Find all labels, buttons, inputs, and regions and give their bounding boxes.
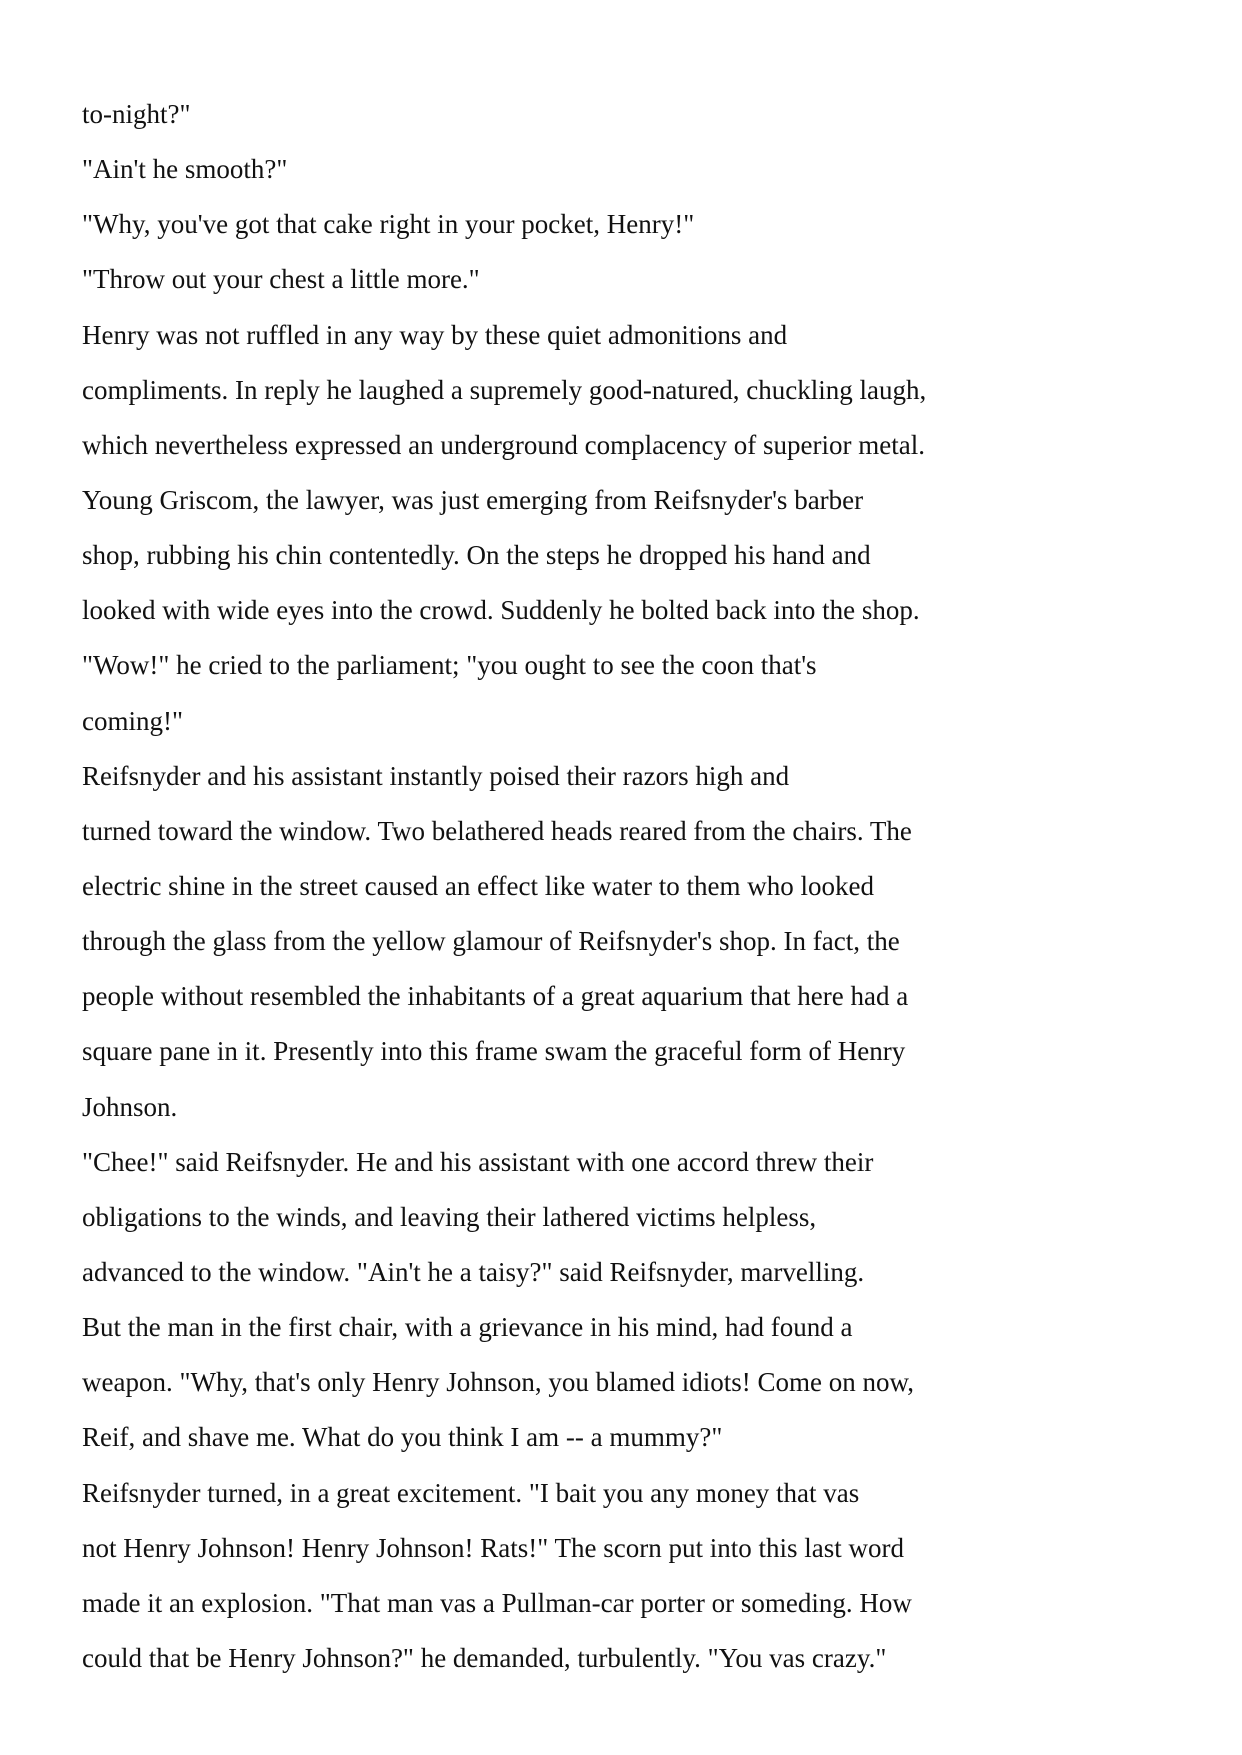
text-line: shop, rubbing his chin contentedly. On the steps he dropped his hand and	[82, 540, 871, 571]
text-line: looked with wide eyes into the crowd. Suddenly he bolted back into the shop.	[82, 595, 920, 626]
text-line: "Ain't he smooth?"	[82, 154, 288, 185]
text-line: Reifsnyder turned, in a great excitement. "I bait you any money that vas	[82, 1477, 860, 1508]
text-line: "Chee!" said Reifsnyder. He and his assistant with one accord threw their	[82, 1146, 874, 1177]
text-line: obligations to the winds, and leaving their lathered victims helpless,	[82, 1201, 817, 1232]
text-line: people without resembled the inhabitants of a great aquarium that here had a	[82, 981, 909, 1012]
text-line: Reif, and shave me. What do you think I am -- a mummy?"	[82, 1422, 723, 1453]
text-line: "Why, you've got that cake right in your pocket, Henry!"	[82, 209, 695, 240]
text-line: through the glass from the yellow glamour of Reifsnyder's shop. In fact, the	[82, 926, 900, 957]
text-line: weapon. "Why, that's only Henry Johnson, you blamed idiots! Come on now,	[82, 1367, 915, 1398]
text-line: electric shine in the street caused an effect like water to them who looked	[82, 870, 874, 901]
text-line: not Henry Johnson! Henry Johnson! Rats!" The scorn put into this last word	[82, 1532, 904, 1563]
text-line: compliments. In reply he laughed a supremely good-natured, chuckling laugh,	[82, 374, 927, 405]
text-line: which nevertheless expressed an underground complacency of superior metal.	[82, 429, 925, 460]
text-line: made it an explosion. "That man vas a Pullman-car porter or someding. How	[82, 1587, 912, 1618]
text-line: But the man in the first chair, with a grievance in his mind, had found a	[82, 1312, 853, 1343]
text-line: turned toward the window. Two belathered heads reared from the chairs. The	[82, 815, 912, 846]
text-line: square pane in it. Presently into this frame swam the graceful form of Henry	[82, 1036, 906, 1067]
text-line: "Throw out your chest a little more."	[82, 264, 480, 295]
text-line: Johnson.	[82, 1091, 178, 1122]
body-text	[82, 87, 1182, 1686]
text-line: Henry was not ruffled in any way by these quiet admonitions and	[82, 319, 788, 350]
text-line: Reifsnyder and his assistant instantly poised their razors high and	[82, 760, 790, 791]
text-line: to-night?"	[82, 99, 191, 129]
text-line: "Wow!" he cried to the parliament; "you ought to see the coon that's	[82, 650, 817, 681]
text-line: coming!"	[82, 705, 183, 736]
text-line: Young Griscom, the lawyer, was just emerging from Reifsnyder's barber	[82, 484, 864, 515]
text-line: could that be Henry Johnson?" he demanded, turbulently. "You vas crazy."	[82, 1642, 887, 1673]
text-line: advanced to the window. "Ain't he a taisy?" said Reifsnyder, marvelling.	[82, 1256, 865, 1287]
